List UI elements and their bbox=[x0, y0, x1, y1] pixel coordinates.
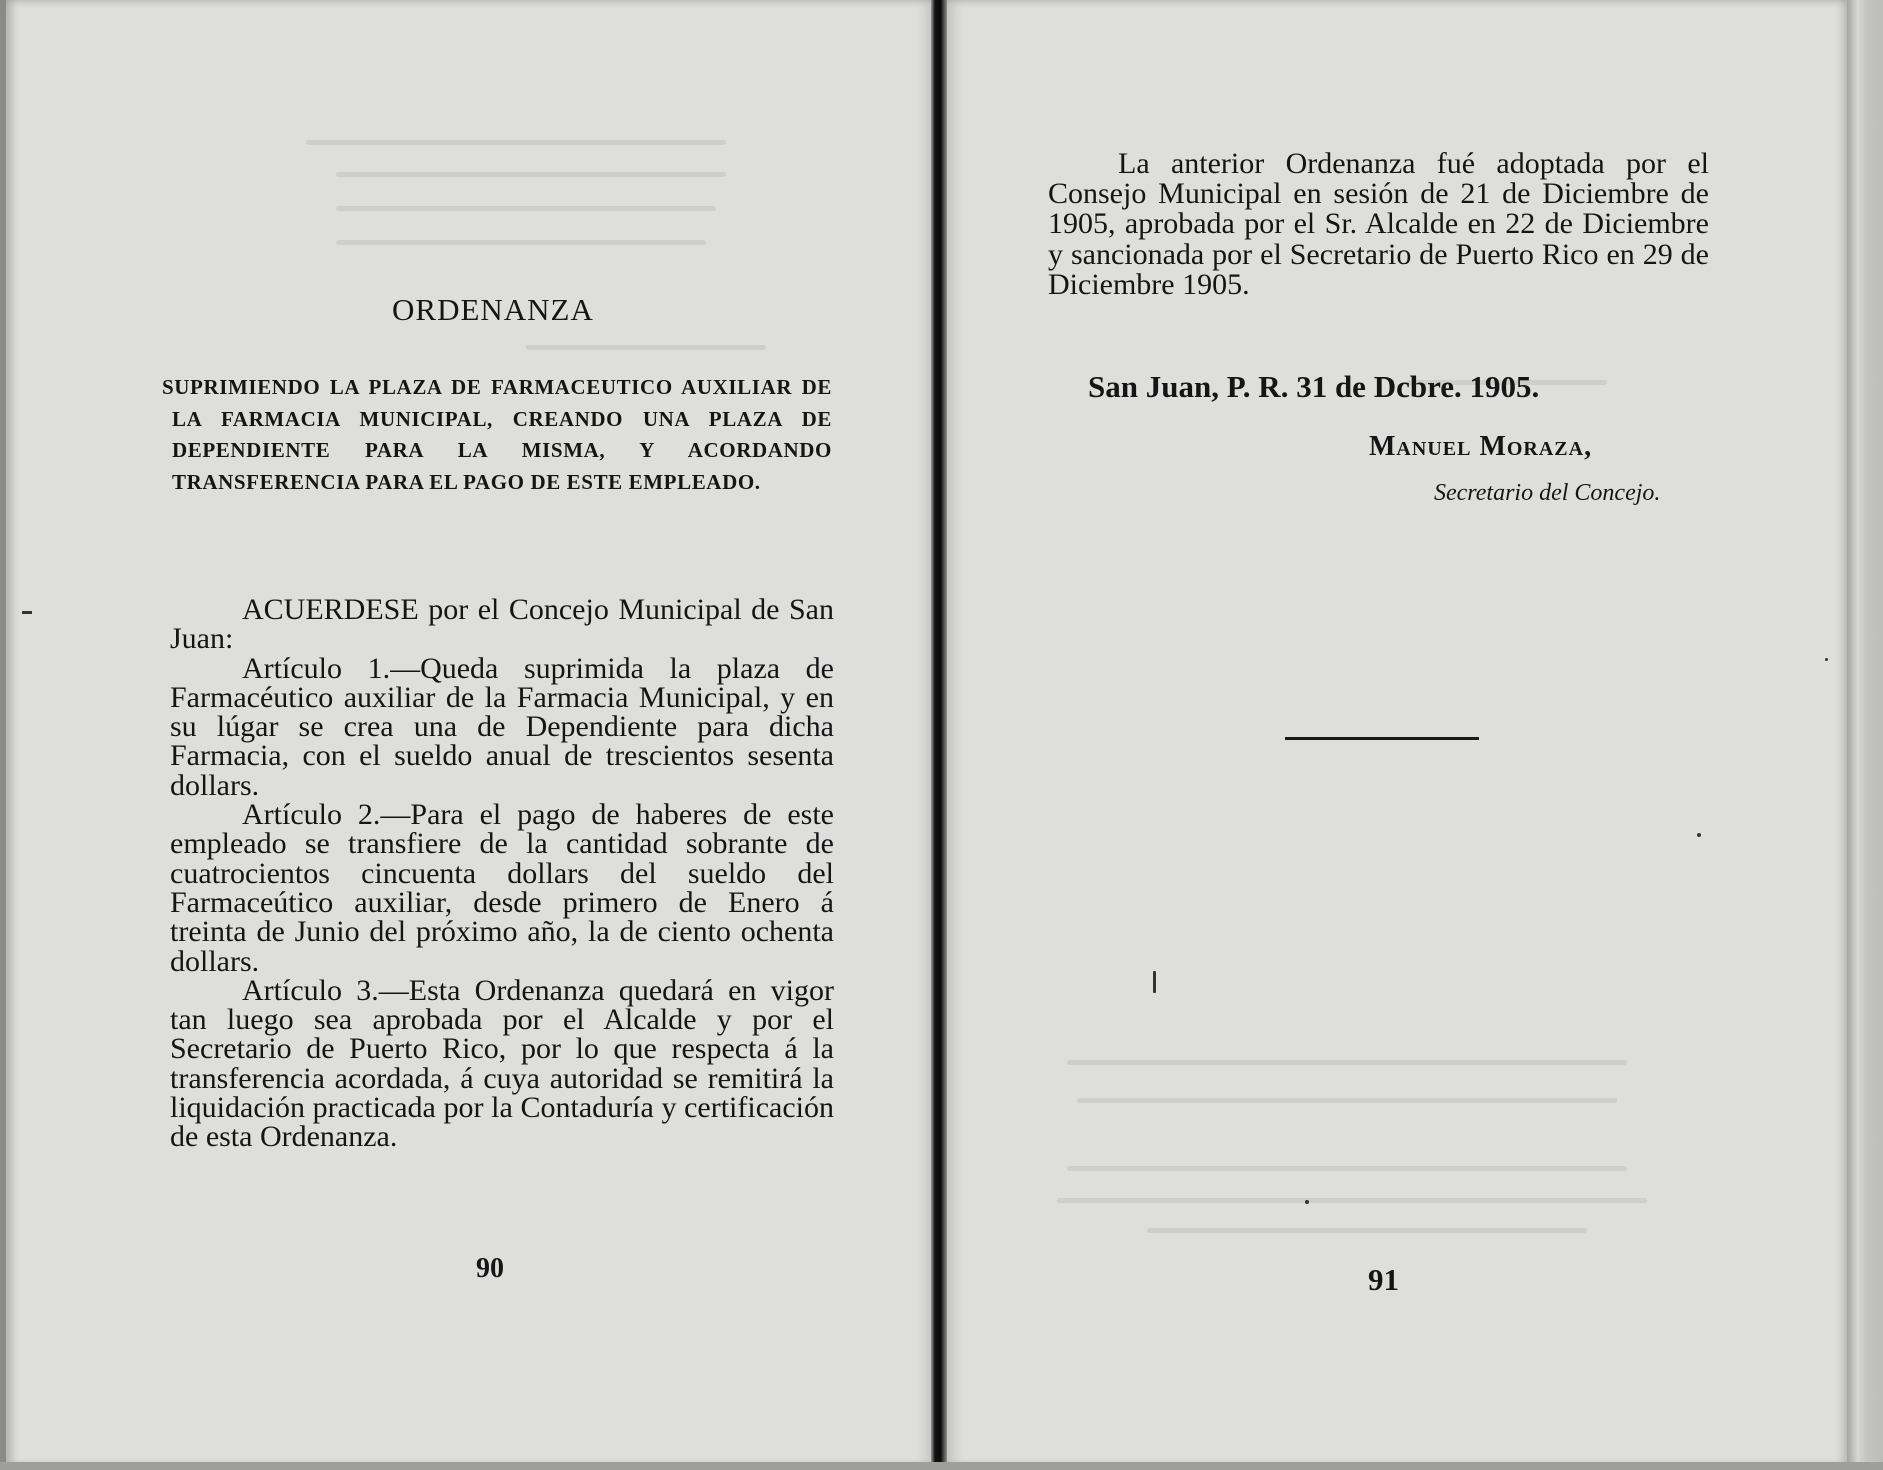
left-page-number: 90 bbox=[476, 1253, 504, 1284]
adoption-note bbox=[1048, 149, 1709, 300]
show-through-line bbox=[1067, 1166, 1627, 1171]
place-date: San Juan, P. R. 31 de Dcbre. 1905. bbox=[1088, 369, 1540, 404]
book-gutter bbox=[931, 0, 947, 1470]
signatory-name: Manuel Moraza, bbox=[1369, 431, 1593, 462]
show-through-line bbox=[306, 140, 726, 145]
show-through-line bbox=[336, 206, 716, 211]
bottom-edge bbox=[0, 1462, 1883, 1470]
show-through-line bbox=[526, 345, 766, 350]
article-3-paragraph: Artículo 3.—Esta Ordenanza quedará en vigor tan luego sea aprobada por el Alcalde y por el Secretario de Puerto Rico, por lo que respecta á la transferencia acordada, á cuya autoridad se remitirá la liquidación practicada por la Contaduría y certificación de esta Ordenanza. bbox=[170, 973, 834, 1154]
right-page-number: 91 bbox=[1368, 1262, 1399, 1297]
speck bbox=[1153, 971, 1156, 993]
article-1-paragraph: Artículo 1.—Queda suprimida la plaza de Farmacéutico auxiliar de la Farmacia Municipal, y en su lúgar se crea una de Dependiente para dicha Farmacia, con el sueldo anual de trescientos sesenta dollars. bbox=[170, 651, 834, 802]
speck bbox=[22, 611, 32, 614]
show-through-line bbox=[1077, 1098, 1617, 1103]
speck bbox=[1697, 833, 1701, 837]
show-through-line bbox=[336, 240, 706, 245]
show-through-line bbox=[1147, 1228, 1587, 1233]
right-edge bbox=[1847, 0, 1883, 1470]
intro-paragraph: ACUERDESE por el Concejo Municipal de San Juan: bbox=[170, 593, 834, 656]
speck bbox=[1825, 658, 1828, 661]
show-through-line bbox=[336, 172, 726, 177]
horizontal-rule bbox=[1285, 737, 1479, 740]
article-2-paragraph: Artículo 2.—Para el pago de haberes de este empleado se transfiere de la cantidad sobrante de cuatrocientos cincuenta dollars del sueldo del Farmaceútico auxiliar, desde primero de Enero á treinta de Junio del próximo año, la de ciento ochenta dollars. bbox=[170, 798, 834, 978]
ordinance-title: ORDENANZA bbox=[392, 292, 594, 327]
show-through-line bbox=[1057, 1198, 1647, 1203]
show-through-line bbox=[1067, 1060, 1627, 1065]
ordinance-body bbox=[170, 595, 834, 1152]
speck bbox=[1305, 1200, 1309, 1204]
signatory-title: Secretario del Concejo. bbox=[1434, 480, 1661, 506]
adoption-paragraph: La anterior Ordenanza fué adoptada por el Consejo Municipal en sesión de 21 de Diciembre de 1905, aprobada por el Sr. Alcalde en 22 de Diciembre y sancionada por el Secretario de Puerto Rico en 29 de Diciembre 1905. bbox=[1048, 147, 1709, 301]
ordinance-subtitle: SUPRIMIENDO LA PLAZA DE FARMACEUTICO AUXILIAR DE LA FARMACIA MUNICIPAL, CREANDO UNA PLAZA DE DEPENDIENTE PARA LA MISMA, Y ACORDANDO TRANSFERENCIA PARA EL PAGO DE ESTE EMPLEADO. bbox=[162, 375, 832, 494]
